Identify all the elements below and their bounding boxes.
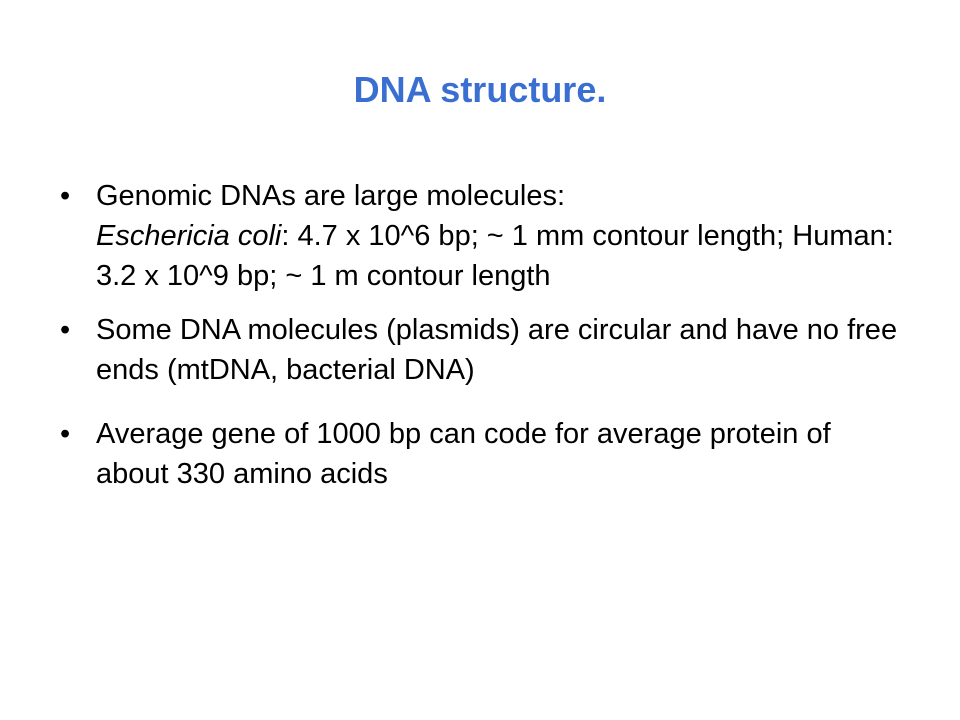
bullet-item — [60, 414, 900, 494]
bullet-marker: • — [60, 180, 71, 212]
organism-name: Eschericia coli — [96, 220, 282, 252]
bullet-marker: • — [60, 314, 71, 346]
bullet-item — [60, 176, 900, 296]
bullet-text-line1: Genomic DNAs are large molecules: — [96, 180, 566, 212]
bullet-text: Average gene of 1000 bp can code for average protein of about 330 amino acids — [96, 418, 831, 490]
bullet-text: Some DNA molecules (plasmids) are circular and have no free ends (mtDNA, bacterial DNA) — [96, 314, 898, 386]
bullet-item — [60, 310, 900, 390]
bullet-marker: • — [60, 418, 71, 450]
bullet-text-rest: : 4.7 x 10^6 bp; ~ 1 mm contour length; Human: 3.2 x 10^9 bp; ~ 1 m contour length — [96, 220, 894, 292]
slide-title: DNA structure. — [353, 69, 607, 110]
bullet-list — [60, 176, 900, 508]
